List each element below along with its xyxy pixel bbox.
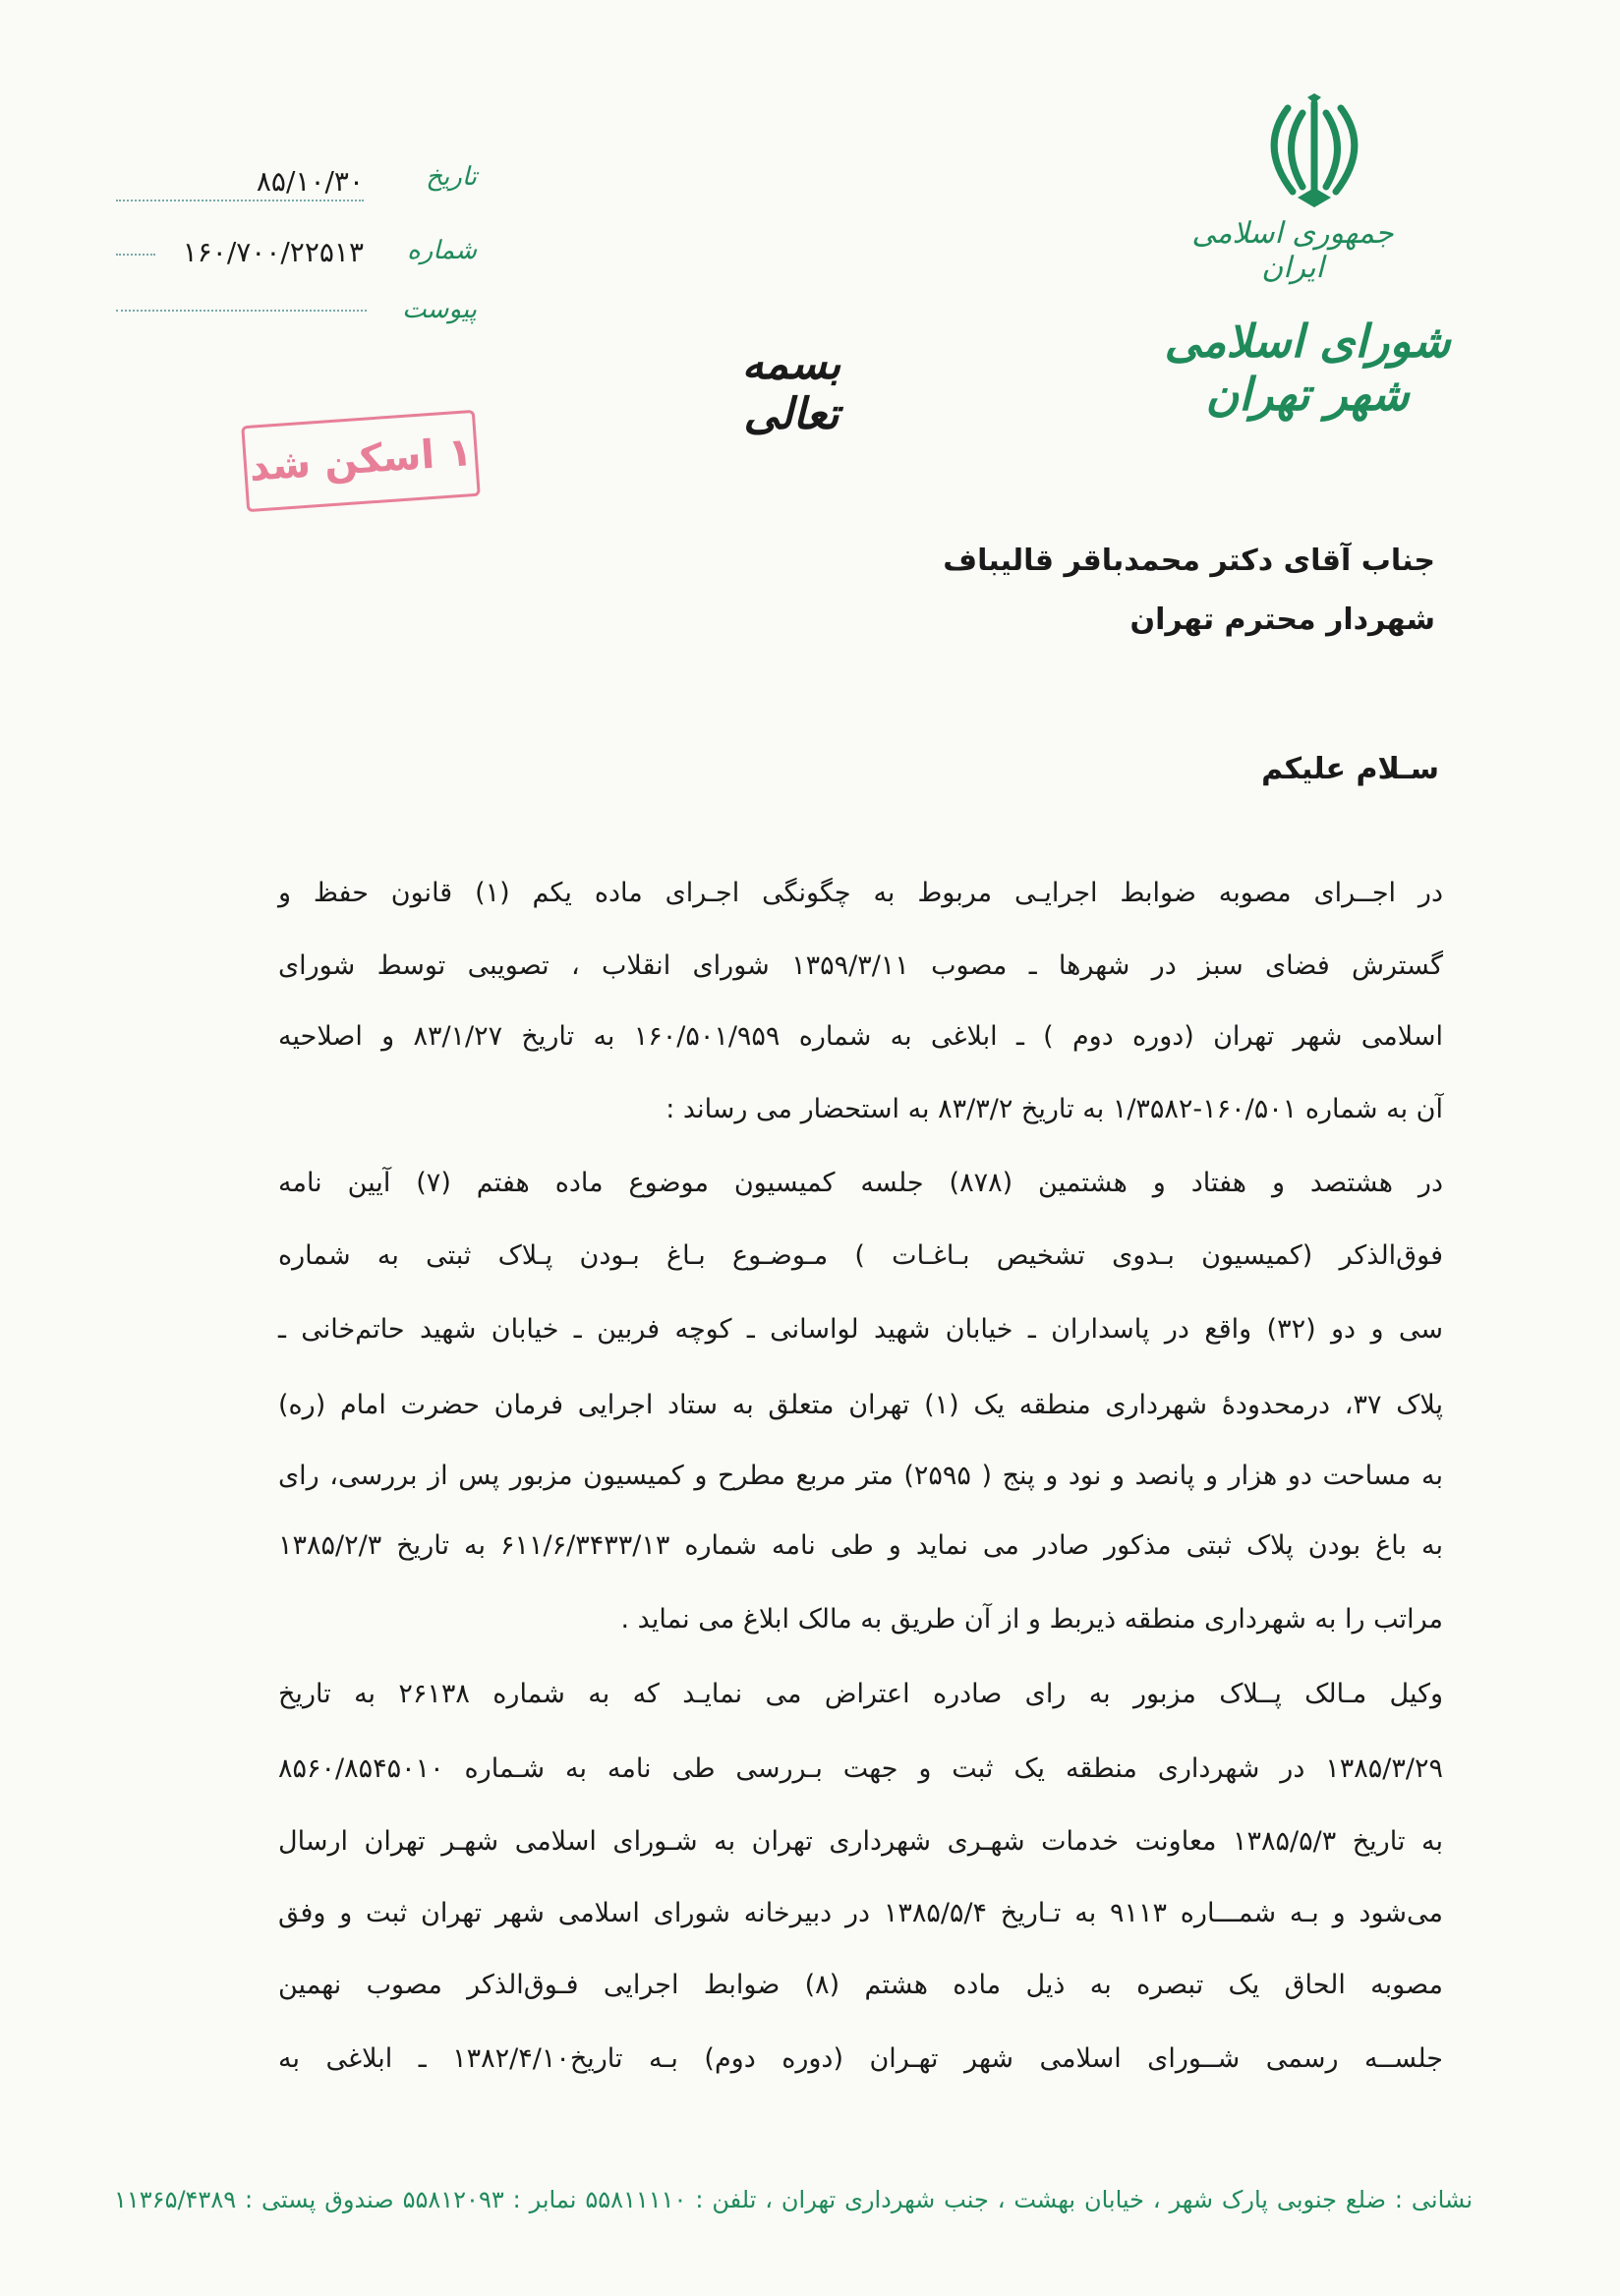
body-line: مراتب را به شهرداری منطقه ذیربط و از آن طریق به مالک ابلاغ می نماید . <box>620 1604 1443 1635</box>
body-line: به تاریخ ۱۳۸۵/۵/۳ معاونت خدمات شهـری شهرداری تهران به شـورای اسلامی شهـر تهران ارسال <box>278 1826 1443 1857</box>
body-line: می‌شود و بـه شمـــاره ۹۱۱۳ به تـاریخ ۱۳۸۵/۵/۴ در دبیرخانه شورای اسلامی شهر تهران ثبت و وفق <box>278 1898 1443 1928</box>
date-dotted-line <box>116 200 364 201</box>
body-line: گسترش فضای سبز در شهرها ـ مصوب ۱۳۵۹/۳/۱۱ شورای انقلاب ، تصویبی توسط شورای <box>278 950 1443 981</box>
date-value: ۸۵/۱۰/۳۰ <box>256 165 364 198</box>
number-label: شماره <box>407 236 477 265</box>
body-line: ۱۳۸۵/۳/۲۹ در شهرداری منطقه یک ثبت و جهت بـررسی طی نامه به شـماره ۸۵۶۰/۸۵۴۵۰۱۰ <box>278 1753 1443 1784</box>
body-line: فوق‌الذکر (کمیسیون بـدوی تشخیص بـاغـات ) مـوضـوع بـاغ بـودن پـلاک ثبتی به شماره <box>278 1240 1443 1271</box>
body-line: به مساحت دو هزار و پانصد و نود و پنج ( ۲۵۹۵) متر مربع مطرح و کمیسیون مزبور پس از بررسی، رای <box>278 1461 1444 1491</box>
scanned-stamp: ۱ اسکن شد <box>241 410 481 512</box>
body-line: اسلامی شهر تهران (دوره دوم ) ـ ابلاغی به شماره ۱۶۰/۵۰۱/۹۵۹ به تاریخ ۸۳/۱/۲۷ و اصلاحیه <box>278 1021 1443 1052</box>
body-line: در اجــرای مصوبه ضوابط اجرایـی مربوط به چگونگی اجـرای ماده یکم (۱) قانون حفظ و <box>278 878 1443 908</box>
footer-address: نشانی : ضلع جنوبی پارک شهر ، خیابان بهشت ، جنب شهرداری تهران ، تلفن : ۵۵۸۱۱۱۱۰ نمابر : ۵۵۸۱۲۰۹۳ صندوق پستی : ۱۱۳۶۵/۴۳۸۹ <box>114 2186 1473 2213</box>
number-value: ۱۶۰/۷۰۰/۲۲۵۱۳ <box>182 236 364 268</box>
bismillah: بسمه تعالی <box>741 339 841 439</box>
body-line: سی و دو (۳۲) واقع در پاسداران ـ خیابان شهید لواسانی ـ کوچه فربین ـ خیابان شهید حاتم‌خانی ـ <box>278 1314 1443 1345</box>
recipient-name: جناب آقای دکتر محمدباقر قالیباف <box>943 544 1435 578</box>
body-line: جلســه رسمی شــورای اسلامی شهر تهـران (دوره دوم) بـه تاریخ۱۳۸۲/۴/۱۰ ـ ابلاغی به <box>278 2043 1444 2074</box>
iran-emblem-icon <box>1258 93 1371 211</box>
body-line: به باغ بودن پلاک ثبتی مذکور صادر می نماید و طی نامه شماره ۶۱۱/۶/۳۴۳۳/۱۳ به تاریخ ۱۳۸۵/۲/۳ <box>278 1530 1443 1561</box>
republic-title: جمهوری اسلامی ایران <box>1191 216 1394 285</box>
body-line: مصوبه الحاق یک تبصره به ذیل ماده هشتم (۸) ضوابط اجرایی فـوق‌الذکر مصوب نهمین <box>278 1970 1443 2000</box>
date-label: تاریخ <box>426 162 477 192</box>
salutation: سـلام علیکم <box>1261 752 1439 786</box>
body-line: وکیل مـالک پــلاک مزبور به رای صادره اعتراض می نمایـد که به شماره ۲۶۱۳۸ به تاریخ <box>278 1679 1443 1709</box>
body-line: پلاک ۳۷، درمحدودهٔ شهرداری منطقه یک (۱) تهران متعلق به ستاد اجرایی فرمان حضرت امام (ره) <box>278 1390 1444 1420</box>
body-line: در هشتصد و هفتاد و هشتمین (۸۷۸) جلسه کمیسیون موضوع ماده هفتم (۷) آیین نامه <box>278 1168 1443 1198</box>
body-line: آن به شماره ۱۶۰/۵۰۱-۱/۳۵۸۲ به تاریخ ۸۳/۳/۲ به استحضار می رساند : <box>665 1094 1443 1124</box>
recipient-title: شهردار محترم تهران <box>1129 603 1435 637</box>
number-dotted-line <box>116 254 155 256</box>
attachment-dotted-line <box>116 310 367 312</box>
attachment-label: پیوست <box>402 295 477 324</box>
council-title: شورای اسلامی شهر تهران <box>1164 315 1451 421</box>
